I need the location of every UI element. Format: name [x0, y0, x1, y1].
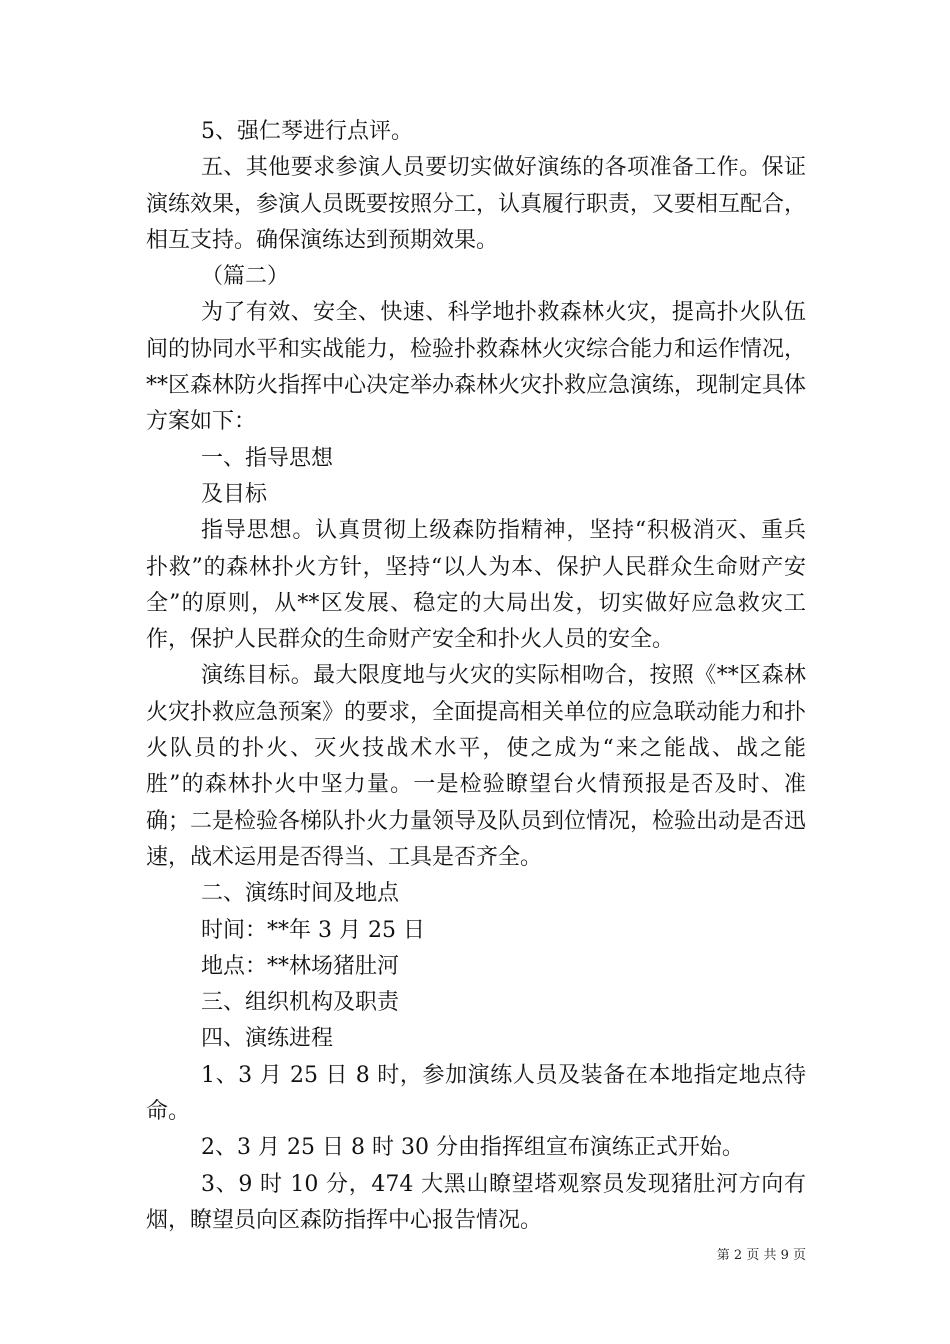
- paragraph-place: 地点：**林场猪肚河: [201, 953, 400, 979]
- paragraph-step-two: 2、3 月 25 日 8 时 30 分由指挥组宣布演练正式开始。: [201, 1135, 744, 1161]
- heading-organization: 三、组织机构及职责: [201, 990, 400, 1016]
- paragraph-step-three: 3、9 时 10 分，474 大黑山瞭望塔观察员发现猪肚河方向有烟，瞭望员向区森防指挥中心报告情况。: [146, 1171, 806, 1233]
- heading-drill-process: 四、演练进程: [201, 1026, 334, 1052]
- paragraph-other-requirements: 五、其他要求参演人员要切实做好演练的各项准备工作。保证演练效果，参演人员既要按照分工，认真履行职责，又要相互配合，相互支持。确保演练达到预期效果。: [146, 155, 807, 253]
- document-body: [146, 114, 806, 1239]
- paragraph-guiding-thought: 指导思想。认真贯彻上级森防指精神，坚持“积极消灭、重兵扑救”的森林扑火方针，坚持“以人为本、保护人民群众生命财产安全”的原则，从**区发展、稳定的大局出发，切实做好应急救灾工作，保护人民群众的生命财产安全和扑火人员的安全。: [146, 518, 806, 653]
- page-number-footer: 第 2 页 共 9 页: [716, 1248, 806, 1263]
- paragraph-drill-goals: 演练目标。最大限度地与火灾的实际相吻合，按照《**区森林火灾扑救应急预案》的要求，全面提高相关单位的应急联动能力和扑火队员的扑火、灭火技战术水平，使之成为“来之能战、战之能胜”的森林扑火中坚力量。一是检验瞭望台火情预报是否及时、准确；二是检验各梯队扑火力量领导及队员到位情况，检验出动是否迅速，战术运用是否得当、工具是否齐全。: [146, 663, 807, 870]
- paragraph-step-one: 1、3 月 25 日 8 时，参加演练人员及装备在本地指定地点待命。: [146, 1062, 806, 1125]
- paragraph-time: 时间：**年 3 月 25 日: [201, 917, 425, 943]
- paragraph-section-two-heading: （篇二）: [201, 264, 290, 290]
- heading-guiding-thought: 一、指导思想: [201, 445, 334, 471]
- heading-goals: 及目标: [201, 481, 268, 507]
- paragraph-review: 5、强仁琴进行点评。: [201, 119, 413, 144]
- paragraph-introduction: 为了有效、安全、快速、科学地扑救森林火灾，提高扑火队伍间的协同水平和实战能力，检验扑救森林火灾综合能力和运作情况，**区森林防火指挥中心决定举办森林火灾扑救应急演练，现制定具体方案如下：: [146, 300, 807, 435]
- heading-time-and-place: 二、演练时间及地点: [201, 881, 400, 907]
